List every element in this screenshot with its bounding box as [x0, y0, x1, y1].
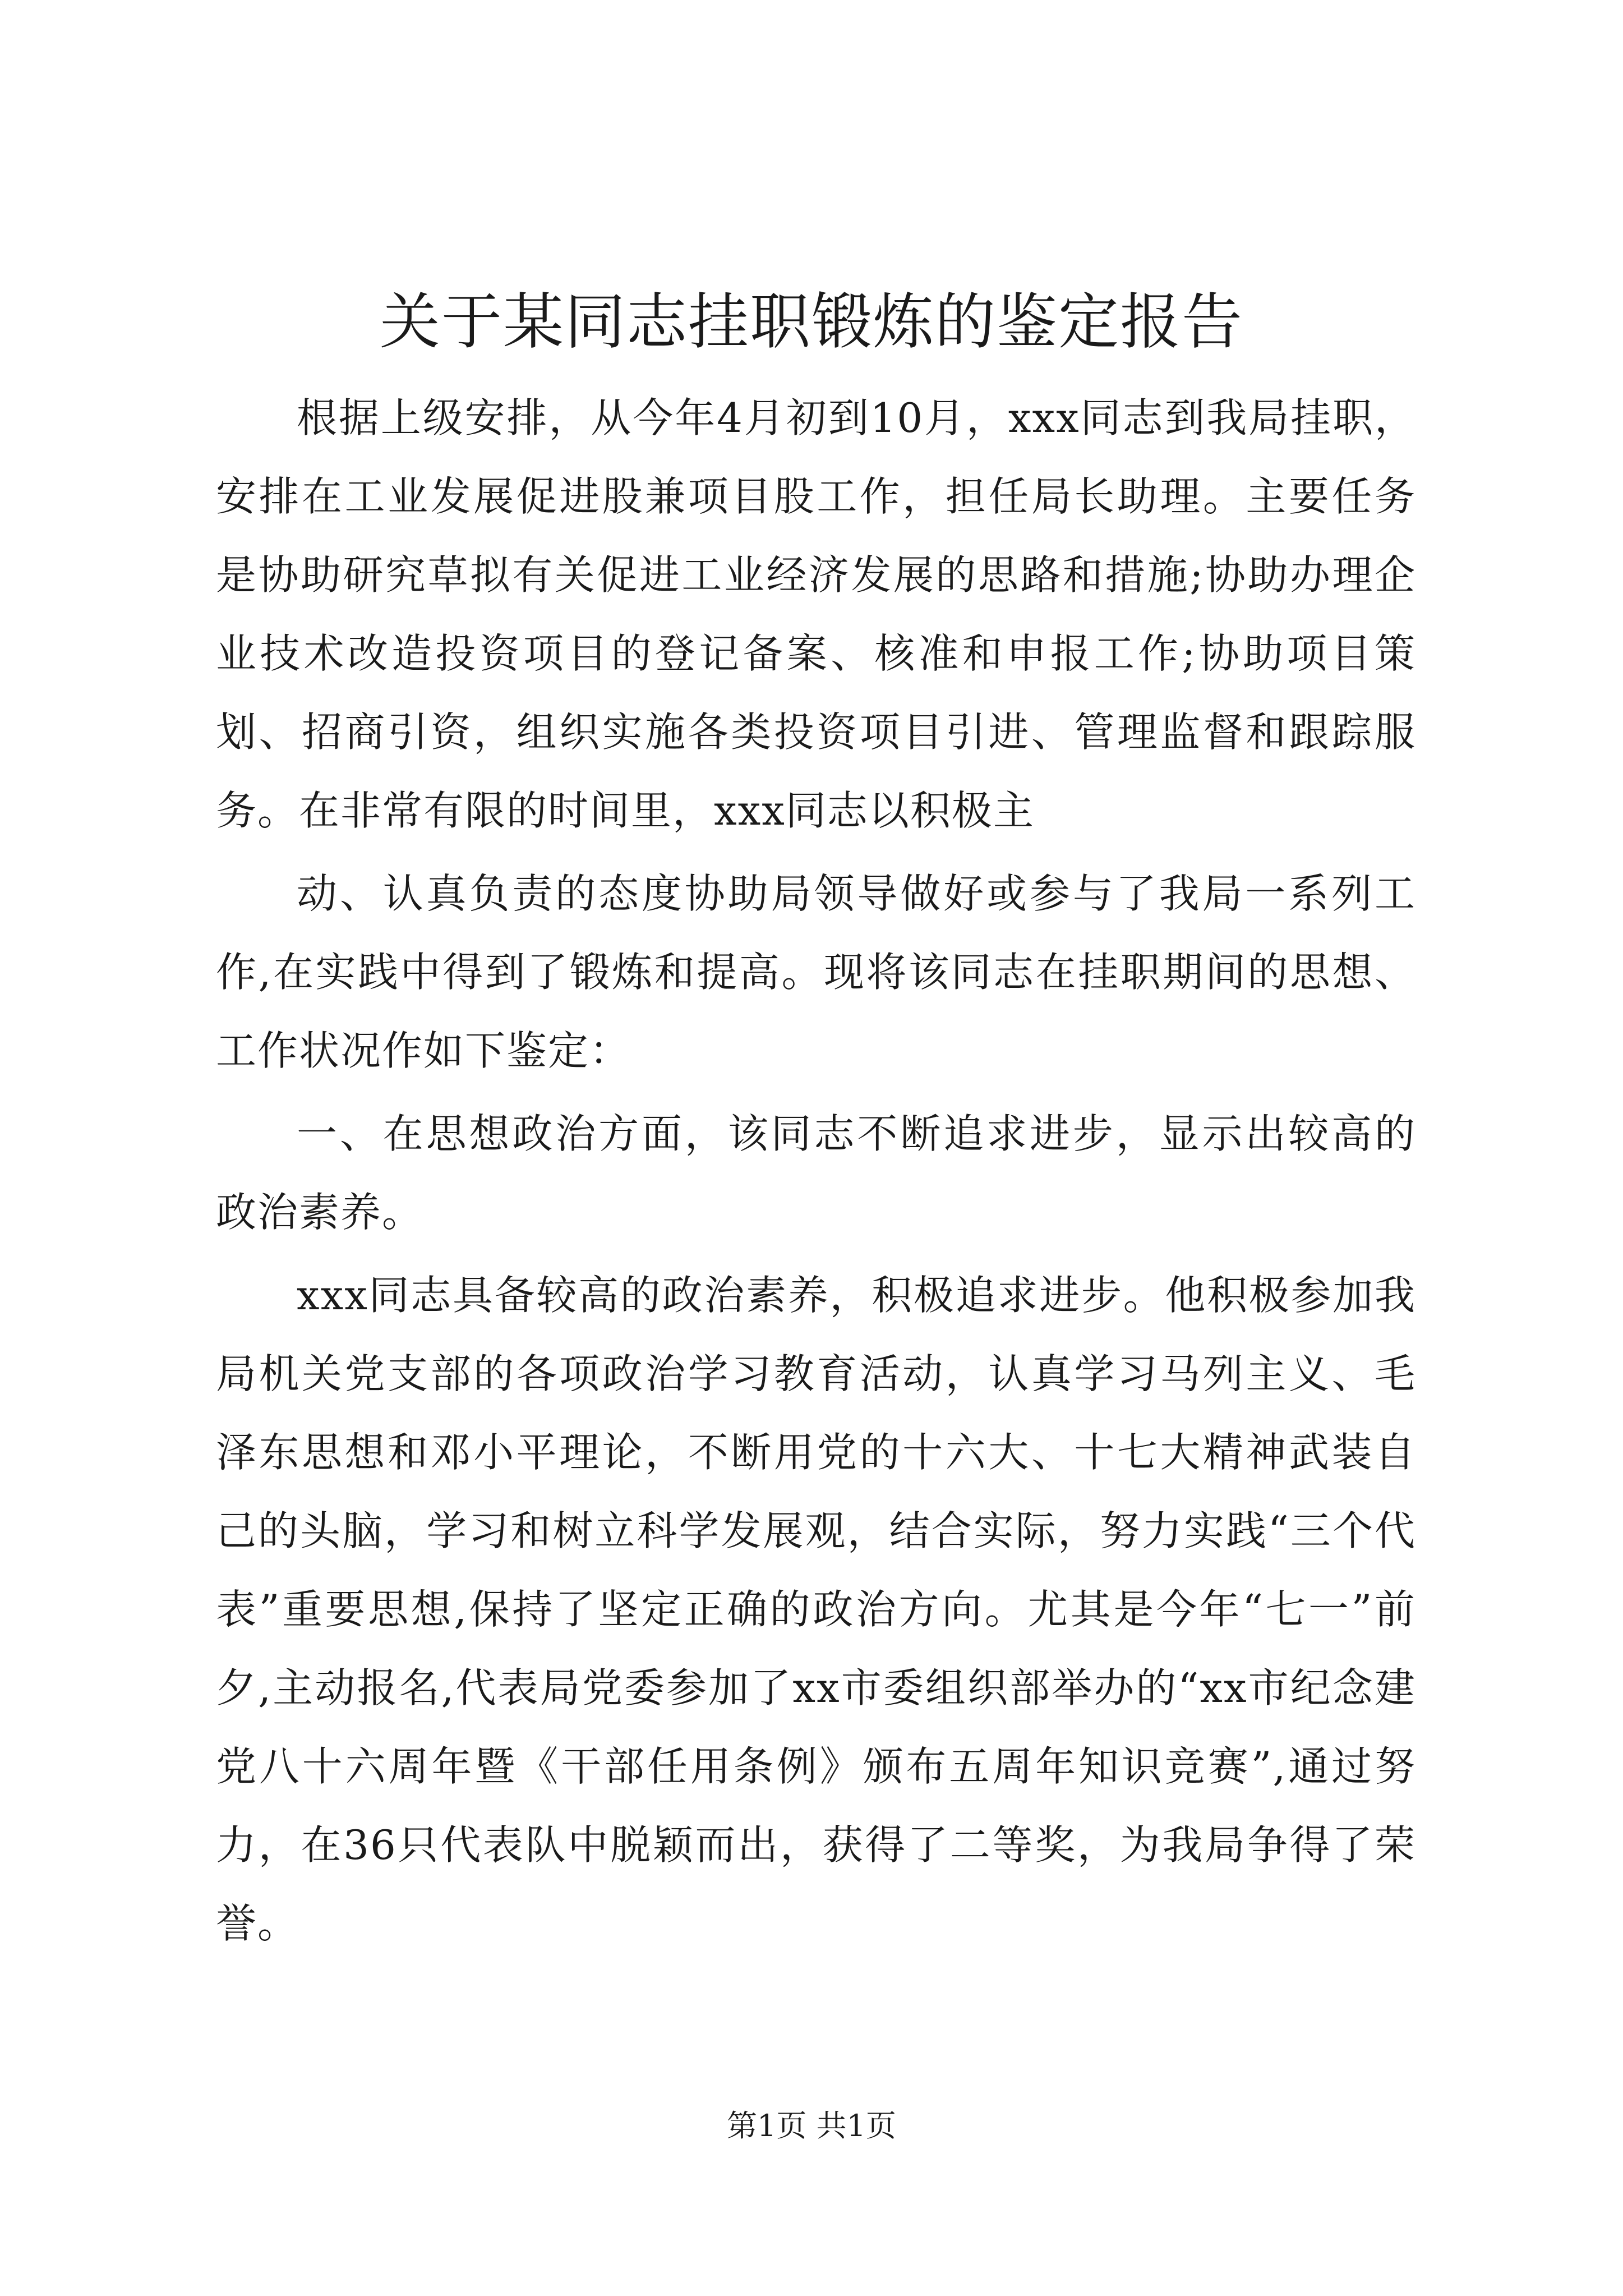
- page-footer: 第1页 共1页: [727, 2108, 896, 2143]
- paragraph: 根据上级安排，从今年4月初到10月，xxx同志到我局挂职，安排在工业发展促进股兼项目股工作，担任局长助理。主要任务是协助研究草拟有关促进工业经济发展的思路和措施;协助办理企业技术改造投资项目的登记备案、核准和申报工作;协助项目策划、招商引资，组织实施各类投资项目引进、管理监督和跟踪服务。在非常有限的时间里，xxx同志以积极主: [216, 394, 1416, 834]
- paragraph: xxx同志具备较高的政治素养，积极追求进步。他积极参加我局机关党支部的各项政治学习教育活动，认真学习马列主义、毛泽东思想和邓小平理论，不断用党的十六大、十七大精神武装自己的头脑，学习和树立科学发展观，结合实际，努力实践“三个代表”重要思想,保持了坚定正确的政治方向。尤其是今年“七一”前夕,主动报名,代表局党委参加了xx市委组织部举办的“xx市纪念建党八十六周年暨《干部任用条例》颁布五周年知识竞赛”,通过努力，在36只代表队中脱颖而出，获得了二等奖，为我局争得了荣誉。: [216, 1272, 1416, 1947]
- section-heading: 一、在思想政治方面，该同志不断追求进步，显示出较高的政治素养。: [216, 1110, 1416, 1236]
- document-body: [216, 379, 1416, 1967]
- document-title: 关于某同志挂职锻炼的鉴定报告: [379, 287, 1243, 357]
- paragraph: 动、认真负责的态度协助局领导做好或参与了我局一系列工作,在实践中得到了锻炼和提高。现将该同志在挂职期间的思想、工作状况作如下鉴定：: [216, 870, 1416, 1074]
